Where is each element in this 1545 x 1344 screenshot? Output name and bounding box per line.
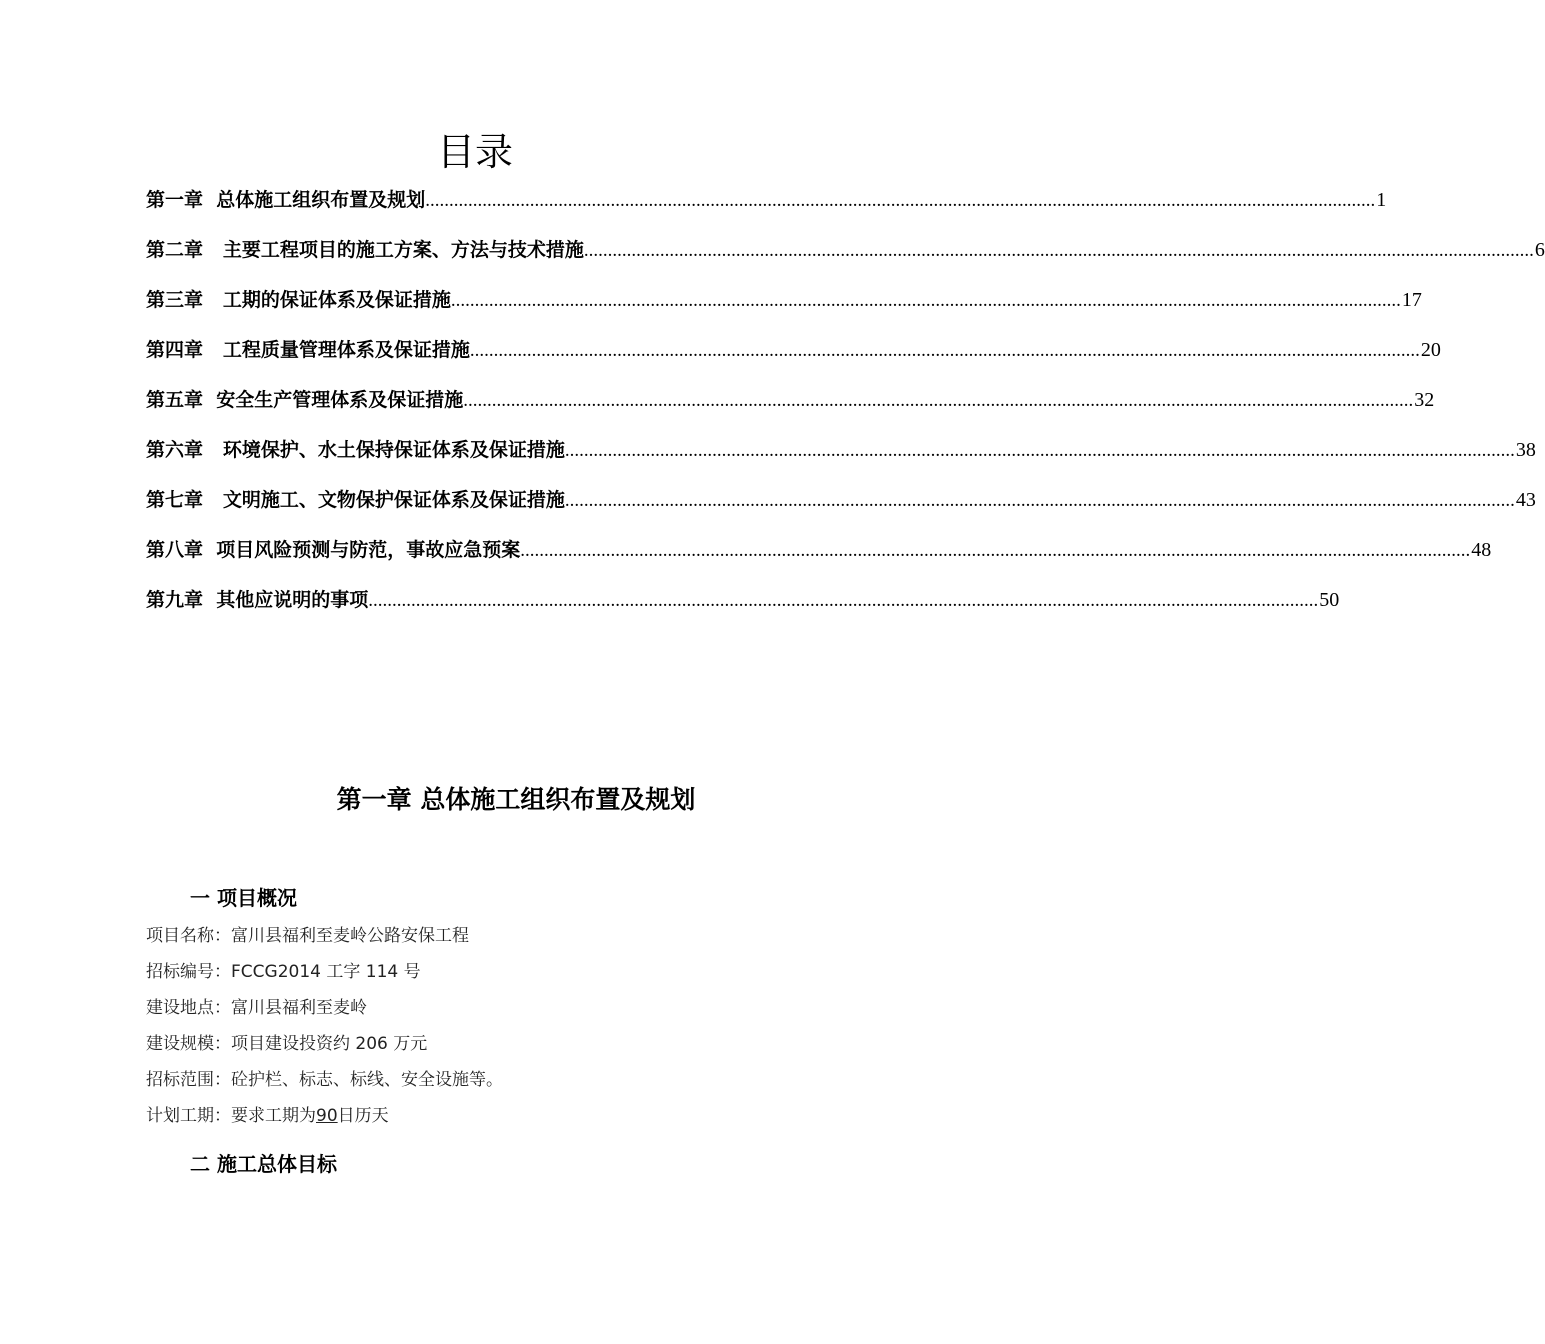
toc-leader-dots: ........................................................................................................................................................................................................ — [583, 240, 1534, 261]
toc-leader-dots: ........................................................................................................................................................................................................ — [463, 390, 1414, 411]
toc-entry-label: 第五章 安全生产管理体系及保证措施 — [146, 389, 464, 411]
project-info — [146, 918, 826, 1134]
toc-entry-page: 38 — [1515, 439, 1536, 461]
toc-entry-page: 6 — [1534, 239, 1545, 261]
toc-entry-label: 第七章 文明施工、文物保护保证体系及保证措施 — [146, 489, 565, 511]
toc-entry[interactable] — [146, 580, 1340, 630]
toc-entry-label: 第四章 工程质量管理体系及保证措施 — [146, 339, 470, 361]
toc-entry-label: 第六章 环境保护、水土保持保证体系及保证措施 — [146, 439, 565, 461]
planned-period — [146, 1098, 826, 1134]
toc-leader-dots: ........................................................................................................................................................................................................ — [425, 190, 1376, 211]
toc-entry-page: 48 — [1471, 539, 1492, 561]
toc-entry-page: 17 — [1401, 289, 1422, 311]
toc-entry[interactable] — [146, 480, 1536, 530]
planned-period-value: 90 — [316, 1106, 338, 1126]
table-of-contents — [146, 180, 1545, 630]
bid-number: 招标编号：FCCG2014 工字 114 号 — [146, 962, 421, 982]
chapter-heading: 第一章 总体施工组织布置及规划 — [336, 785, 696, 814]
planned-period-suffix: 日历天 — [337, 1106, 389, 1126]
toc-entry-label: 第二章 主要工程项目的施工方案、方法与技术措施 — [146, 239, 584, 261]
bid-scope: 招标范围：砼护栏、标志、标线、安全设施等。 — [146, 1070, 503, 1090]
project-name: 项目名称：富川县福利至麦岭公路安保工程 — [146, 926, 469, 946]
construction-scale: 建设规模：项目建设投资约 206 万元 — [146, 1034, 428, 1054]
toc-entry[interactable] — [146, 280, 1422, 330]
toc-entry-page: 1 — [1376, 189, 1387, 211]
toc-leader-dots: ........................................................................................................................................................................................................ — [520, 540, 1471, 561]
toc-entry[interactable] — [146, 530, 1492, 580]
toc-leader-dots: ........................................................................................................................................................................................................ — [469, 340, 1420, 361]
toc-entry-label: 第八章 项目风险预测与防范，事故应急预案 — [146, 539, 521, 561]
toc-leader-dots: ........................................................................................................................................................................................................ — [564, 490, 1515, 511]
toc-entry-page: 20 — [1420, 339, 1441, 361]
toc-entry[interactable] — [146, 380, 1435, 430]
construction-location: 建设地点：富川县福利至麦岭 — [146, 998, 367, 1018]
toc-entry[interactable] — [146, 430, 1536, 480]
planned-period-prefix: 计划工期：要求工期为 — [146, 1106, 316, 1126]
toc-leader-dots: ........................................................................................................................................................................................................ — [450, 290, 1401, 311]
toc-entry[interactable] — [146, 180, 1387, 230]
toc-entry[interactable] — [146, 230, 1545, 280]
toc-entry[interactable] — [146, 330, 1441, 380]
toc-entry-page: 50 — [1319, 589, 1340, 611]
toc-entry-label: 第一章 总体施工组织布置及规划 — [146, 189, 426, 211]
toc-entry-page: 32 — [1414, 389, 1435, 411]
toc-title: 目录 — [436, 130, 513, 174]
section-heading-goals: 二 施工总体目标 — [190, 1152, 337, 1176]
section-heading-overview: 一 项目概况 — [190, 886, 297, 910]
toc-entry-label: 第九章 其他应说明的事项 — [146, 589, 369, 611]
toc-entry-label: 第三章 工期的保证体系及保证措施 — [146, 289, 451, 311]
toc-leader-dots: ........................................................................................................................................................................................................ — [564, 440, 1515, 461]
toc-entry-page: 43 — [1515, 489, 1536, 511]
toc-leader-dots: ........................................................................................................................................................................................................ — [368, 590, 1319, 611]
